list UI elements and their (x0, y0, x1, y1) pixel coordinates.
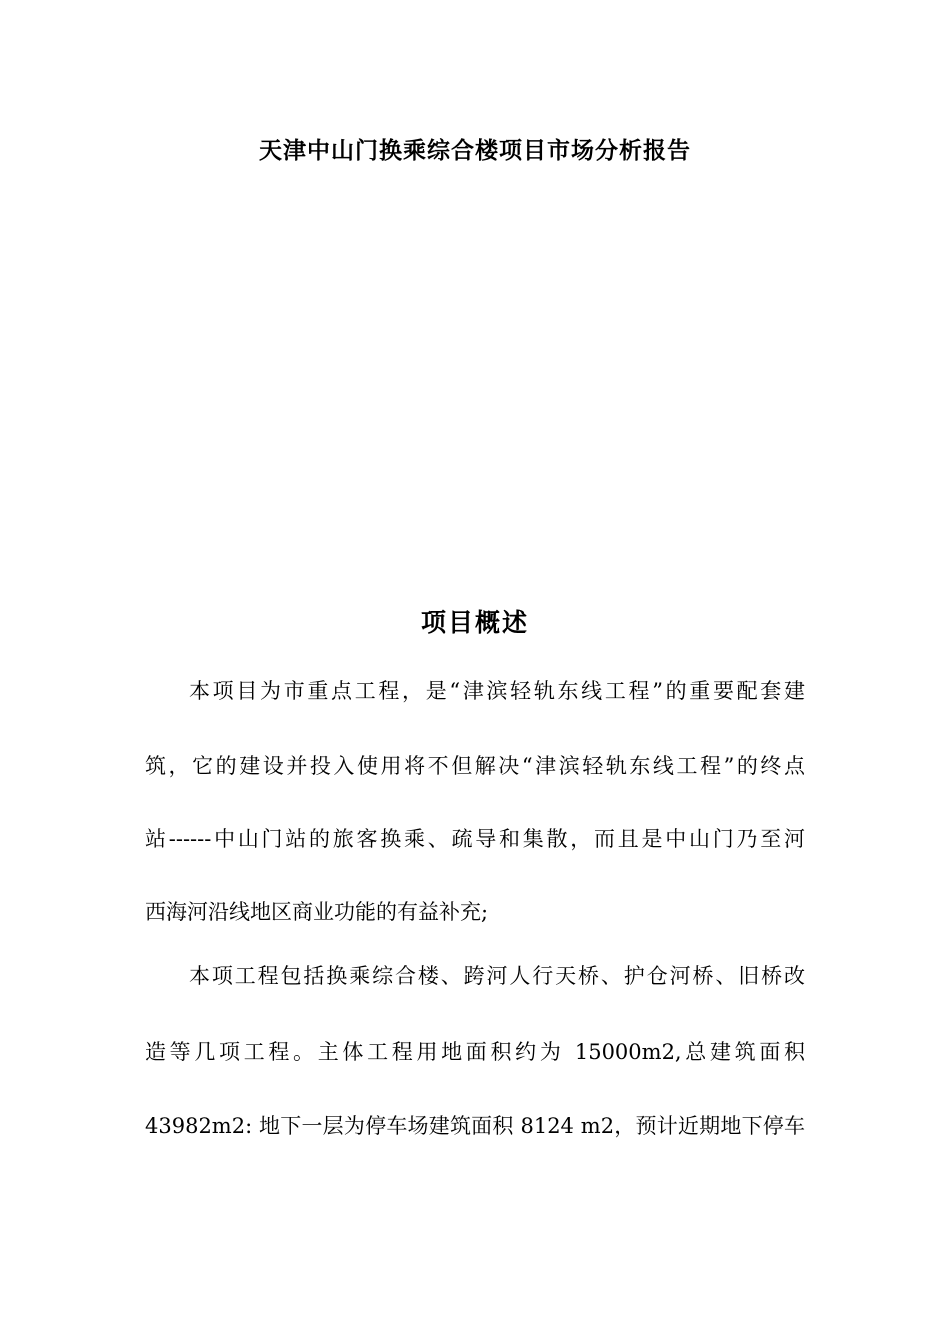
paragraph-line: 站------中山门站的旅客换乘、疏导和集散，而且是中山门乃至河 (145, 827, 805, 851)
paragraph-line: 西海河沿线地区商业功能的有益补充; (145, 900, 489, 924)
paragraph-line: 43982m2: 地下一层为停车场建筑面积 8124 m2，预计近期地下停车 (145, 1114, 805, 1138)
paragraph-line: 筑，它的建设并投入使用将不但解决“津滨轻轨东线工程”的终点 (145, 754, 805, 778)
paragraph-line: 本项工程包括换乘综合楼、跨河人行天桥、护仓河桥、旧桥改 (189, 964, 805, 988)
section-heading: 项目概述 (420, 608, 529, 637)
paragraph-line: 本项目为市重点工程，是“津滨轻轨东线工程”的重要配套建 (189, 679, 805, 703)
paragraph-line: 造等几项工程。主体工程用地面积约为 15000m2,总建筑面积 (145, 1040, 805, 1064)
document-title: 天津中山门换乘综合楼项目市场分析报告 (259, 137, 691, 164)
